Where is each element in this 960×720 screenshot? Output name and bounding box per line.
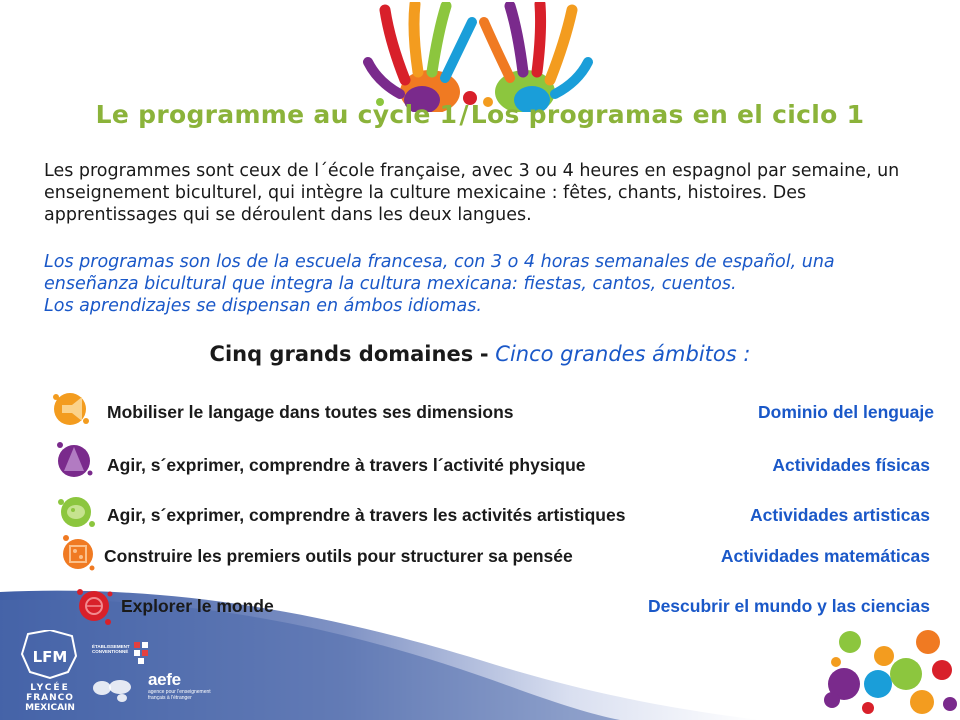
domains-heading-dash: - <box>479 342 489 366</box>
domains-heading-fr: Cinq grands domaines <box>209 342 474 366</box>
domain-1-es: Dominio del lenguaje <box>758 402 934 422</box>
title-separator: / <box>459 100 469 129</box>
paint-splashes-decoration <box>810 612 960 720</box>
intro-french: Les programmes sont ceux de l´école française, avec 3 ou 4 heures en espagnol par semaine, un enseignement biculturel, qui intègre la culture mexicaine : fêtes, chants, histoires. Des apprentissages qui se déroulent dans les deux langues. <box>44 161 900 225</box>
lfm-logo <box>20 630 80 719</box>
aefe-subtitle: agence pour l'enseignement français à l'étranger <box>148 689 211 701</box>
domain-3-fr: Agir, s´exprimer, comprendre à travers les activités artistiques <box>107 505 626 525</box>
intro-spanish-line2: Los aprendizajes se dispensan en ámbos idiomas. <box>44 296 482 316</box>
domain-5-es: Descubrir el mundo y las ciencias <box>647 596 930 616</box>
aefe-name: aefe <box>148 670 181 689</box>
domain-4-fr: Construire les premiers outils pour structurer sa pensée <box>104 546 573 566</box>
domain-2-fr: Agir, s´exprimer, comprendre à travers l´activité physique <box>107 455 586 475</box>
domains-heading <box>0 341 960 367</box>
domains-heading-es: Cinco grandes ámbitos : <box>495 342 751 366</box>
world-map-icon <box>90 676 134 704</box>
page-title <box>0 100 960 129</box>
intro-spanish-line1: Los programas son los de la escuela francesa, con 3 o 4 horas semanales de español, una enseñanza bicultural que integra la cultura mexicana: fiestas, cantos, cuentos. <box>44 252 835 294</box>
abacus-icon <box>56 530 100 574</box>
title-es: Los programas en el ciclo 1 <box>470 100 865 129</box>
domain-4-es: Actividades matemáticas <box>720 546 930 566</box>
lfm-name-line1: LYCÉE <box>30 683 70 693</box>
aefe-logo-icon <box>132 640 152 670</box>
lfm-name-line2: FRANCO <box>26 693 74 703</box>
domain-1-fr: Mobiliser le langage dans toutes ses dimensions <box>107 402 514 422</box>
painted-hands-illustration <box>360 2 600 112</box>
intro-spanish <box>44 251 924 317</box>
megaphone-icon <box>50 387 94 431</box>
lfm-initials: LFM <box>32 648 68 666</box>
domain-2-es: Actividades físicas <box>772 455 930 475</box>
globe-icon <box>72 584 116 628</box>
domain-5-fr: Explorer le monde <box>121 596 274 616</box>
title-fr: Le programme au cycle 1 <box>95 100 458 129</box>
lfm-name-line3: MEXICAIN <box>25 703 75 713</box>
domain-3-es: Actividades artisticas <box>750 505 930 525</box>
etablissement-conventionne-label: ÉTABLISSEMENT CONVENTIONNÉ <box>92 644 130 654</box>
cone-icon <box>52 437 96 481</box>
france-shield-icon <box>20 630 80 714</box>
palette-icon <box>54 490 98 534</box>
